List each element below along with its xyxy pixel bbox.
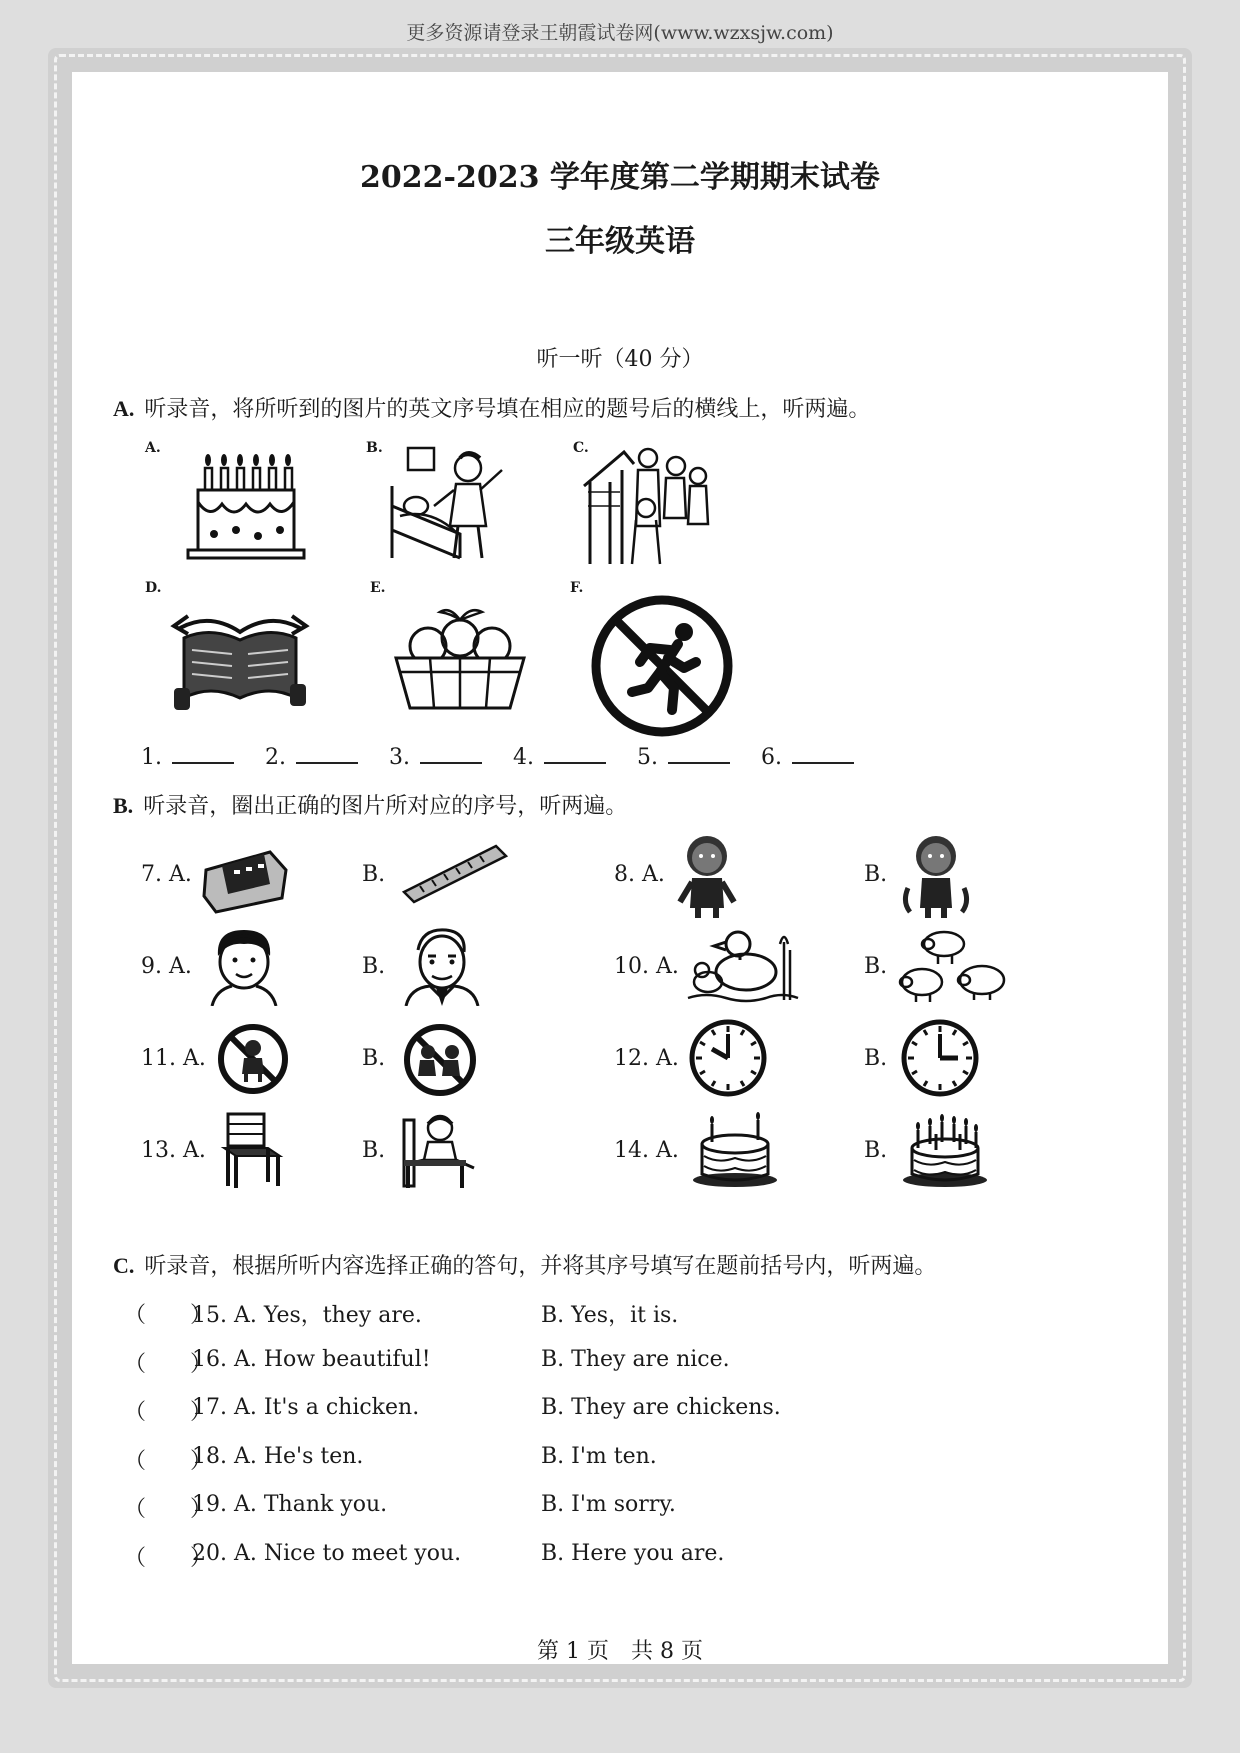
- question-11-label: 11. A.: [141, 1046, 206, 1071]
- answer-blank[interactable]: [668, 744, 730, 764]
- question-13-b-label: B.: [362, 1138, 386, 1163]
- picture-label-a: A.: [145, 440, 161, 456]
- section-b-instruction: [113, 789, 627, 820]
- question-16-row: [124, 1347, 1124, 1377]
- section-c-instruction: [113, 1249, 936, 1280]
- answer-blank[interactable]: [172, 744, 234, 764]
- answer-parenthesis[interactable]: （ ）: [124, 1352, 213, 1377]
- section-a-instruction: [113, 392, 870, 423]
- section-a-answer-blanks: [141, 744, 878, 770]
- question-12-label: 12. A.: [614, 1046, 679, 1071]
- family-at-door-picture: [580, 446, 720, 566]
- question-13-label: 13. A.: [141, 1138, 206, 1163]
- cake-few-candles-option[interactable]: [690, 1112, 780, 1188]
- clock-three-option[interactable]: [900, 1018, 980, 1098]
- question-9-b-label: B.: [362, 954, 386, 979]
- answer-number: 3.: [389, 745, 410, 770]
- picture-label-f: F.: [570, 580, 584, 596]
- boy-standing-option[interactable]: [672, 832, 742, 918]
- question-7-label: 7. A.: [141, 862, 192, 887]
- answer-blank[interactable]: [544, 744, 606, 764]
- answer-number: 2.: [265, 745, 286, 770]
- answer-parenthesis[interactable]: （ ）: [124, 1400, 213, 1425]
- empty-chair-option[interactable]: [220, 1112, 284, 1188]
- answer-5: [637, 744, 730, 770]
- question-10-label: 10. A.: [614, 954, 679, 979]
- exam-subtitle: 三年级英语: [545, 224, 695, 259]
- answer-number: 6.: [761, 745, 782, 770]
- option-a: 19. A. Thank you.: [192, 1492, 388, 1517]
- boy-face-option[interactable]: [206, 926, 282, 1006]
- question-8-b-label: B.: [864, 862, 888, 887]
- answer-parenthesis[interactable]: （ ）: [124, 1546, 213, 1571]
- option-a: 15. A. Yes，they are.: [192, 1303, 422, 1328]
- question-7-b-label: B.: [362, 862, 386, 887]
- answer-blank[interactable]: [792, 744, 854, 764]
- option-b: B. Yes，it is.: [541, 1303, 679, 1328]
- picture-label-c: C.: [573, 440, 589, 456]
- birthday-cake-picture: [180, 446, 312, 562]
- ducks-option[interactable]: [686, 924, 800, 1004]
- question-14-label: 14. A.: [614, 1138, 679, 1163]
- answer-number: 5.: [637, 745, 658, 770]
- picture-label-d: D.: [145, 580, 162, 596]
- girl-on-chair-option[interactable]: [400, 1112, 480, 1188]
- fruit-basket-picture: [390, 600, 530, 712]
- question-9-label: 9. A.: [141, 954, 192, 979]
- option-b: B. I'm ten.: [541, 1444, 657, 1469]
- answer-6: [761, 744, 854, 770]
- option-a: 18. A. He's ten.: [192, 1444, 364, 1469]
- option-a: 16. A. How beautiful!: [192, 1347, 431, 1372]
- no-single-child-sign-option[interactable]: [216, 1022, 290, 1096]
- question-15-row: [124, 1298, 1124, 1328]
- cake-many-candles-option[interactable]: [900, 1112, 990, 1188]
- answer-parenthesis[interactable]: （ ）: [124, 1449, 213, 1474]
- question-12-b-label: B.: [864, 1046, 888, 1071]
- section-c-text: 听录音，根据所听内容选择正确的答句，并将其序号填写在题前括号内，听两遍。: [144, 1254, 937, 1279]
- answer-parenthesis[interactable]: （ ）: [124, 1497, 213, 1522]
- no-two-children-sign-option[interactable]: [400, 1022, 480, 1098]
- question-17-row: [124, 1395, 1124, 1425]
- section-c-letter: C.: [113, 1253, 135, 1278]
- answer-number: 4.: [513, 745, 534, 770]
- section-a-letter: A.: [113, 396, 135, 421]
- option-b: B. Here you are.: [541, 1541, 725, 1566]
- option-b: B. They are chickens.: [541, 1395, 781, 1420]
- answer-blank[interactable]: [420, 744, 482, 764]
- answer-parenthesis[interactable]: （ ）: [124, 1303, 213, 1328]
- header-note: 更多资源请登录王朝霞试卷网(www.wzxsjw.com): [406, 22, 834, 44]
- answer-1: [141, 744, 234, 770]
- listening-heading: 听一听（40 分）: [536, 347, 704, 372]
- picture-label-e: E.: [370, 580, 386, 596]
- clock-ten-option[interactable]: [688, 1018, 768, 1098]
- answer-3: [389, 744, 482, 770]
- section-a-text: 听录音，将所听到的图片的英文序号填在相应的题号后的横线上，听两遍。: [144, 397, 871, 422]
- question-18-row: [124, 1444, 1124, 1474]
- option-a: 20. A. Nice to meet you.: [192, 1541, 462, 1566]
- open-book-picture: [170, 598, 310, 716]
- no-running-sign-picture: [588, 592, 736, 740]
- ruler-option[interactable]: [400, 842, 510, 904]
- option-a: 17. A. It's a chicken.: [192, 1395, 420, 1420]
- question-19-row: [124, 1492, 1124, 1522]
- picture-label-b: B.: [366, 440, 383, 456]
- option-b: B. I'm sorry.: [541, 1492, 676, 1517]
- grandpa-face-option[interactable]: [402, 926, 482, 1006]
- exam-title: 2022-2023 学年度第二学期期末试卷: [360, 160, 880, 195]
- answer-2: [265, 744, 358, 770]
- question-11-b-label: B.: [362, 1046, 386, 1071]
- eraser-option[interactable]: [200, 840, 290, 914]
- section-b-text: 听录音，圈出正确的图片所对应的序号，听两遍。: [143, 794, 628, 819]
- pigs-option[interactable]: [898, 928, 1010, 1004]
- answer-4: [513, 744, 606, 770]
- question-10-b-label: B.: [864, 954, 888, 979]
- section-b-letter: B.: [113, 793, 134, 818]
- answer-number: 1.: [141, 745, 162, 770]
- question-14-b-label: B.: [864, 1138, 888, 1163]
- option-b: B. They are nice.: [541, 1347, 730, 1372]
- question-20-row: [124, 1541, 1124, 1571]
- sick-in-bed-picture: [390, 446, 518, 564]
- page-number: 第 1 页 共 8 页: [537, 1639, 703, 1664]
- boy-arms-up-option[interactable]: [900, 832, 972, 918]
- answer-blank[interactable]: [296, 744, 358, 764]
- question-8-label: 8. A.: [614, 862, 665, 887]
